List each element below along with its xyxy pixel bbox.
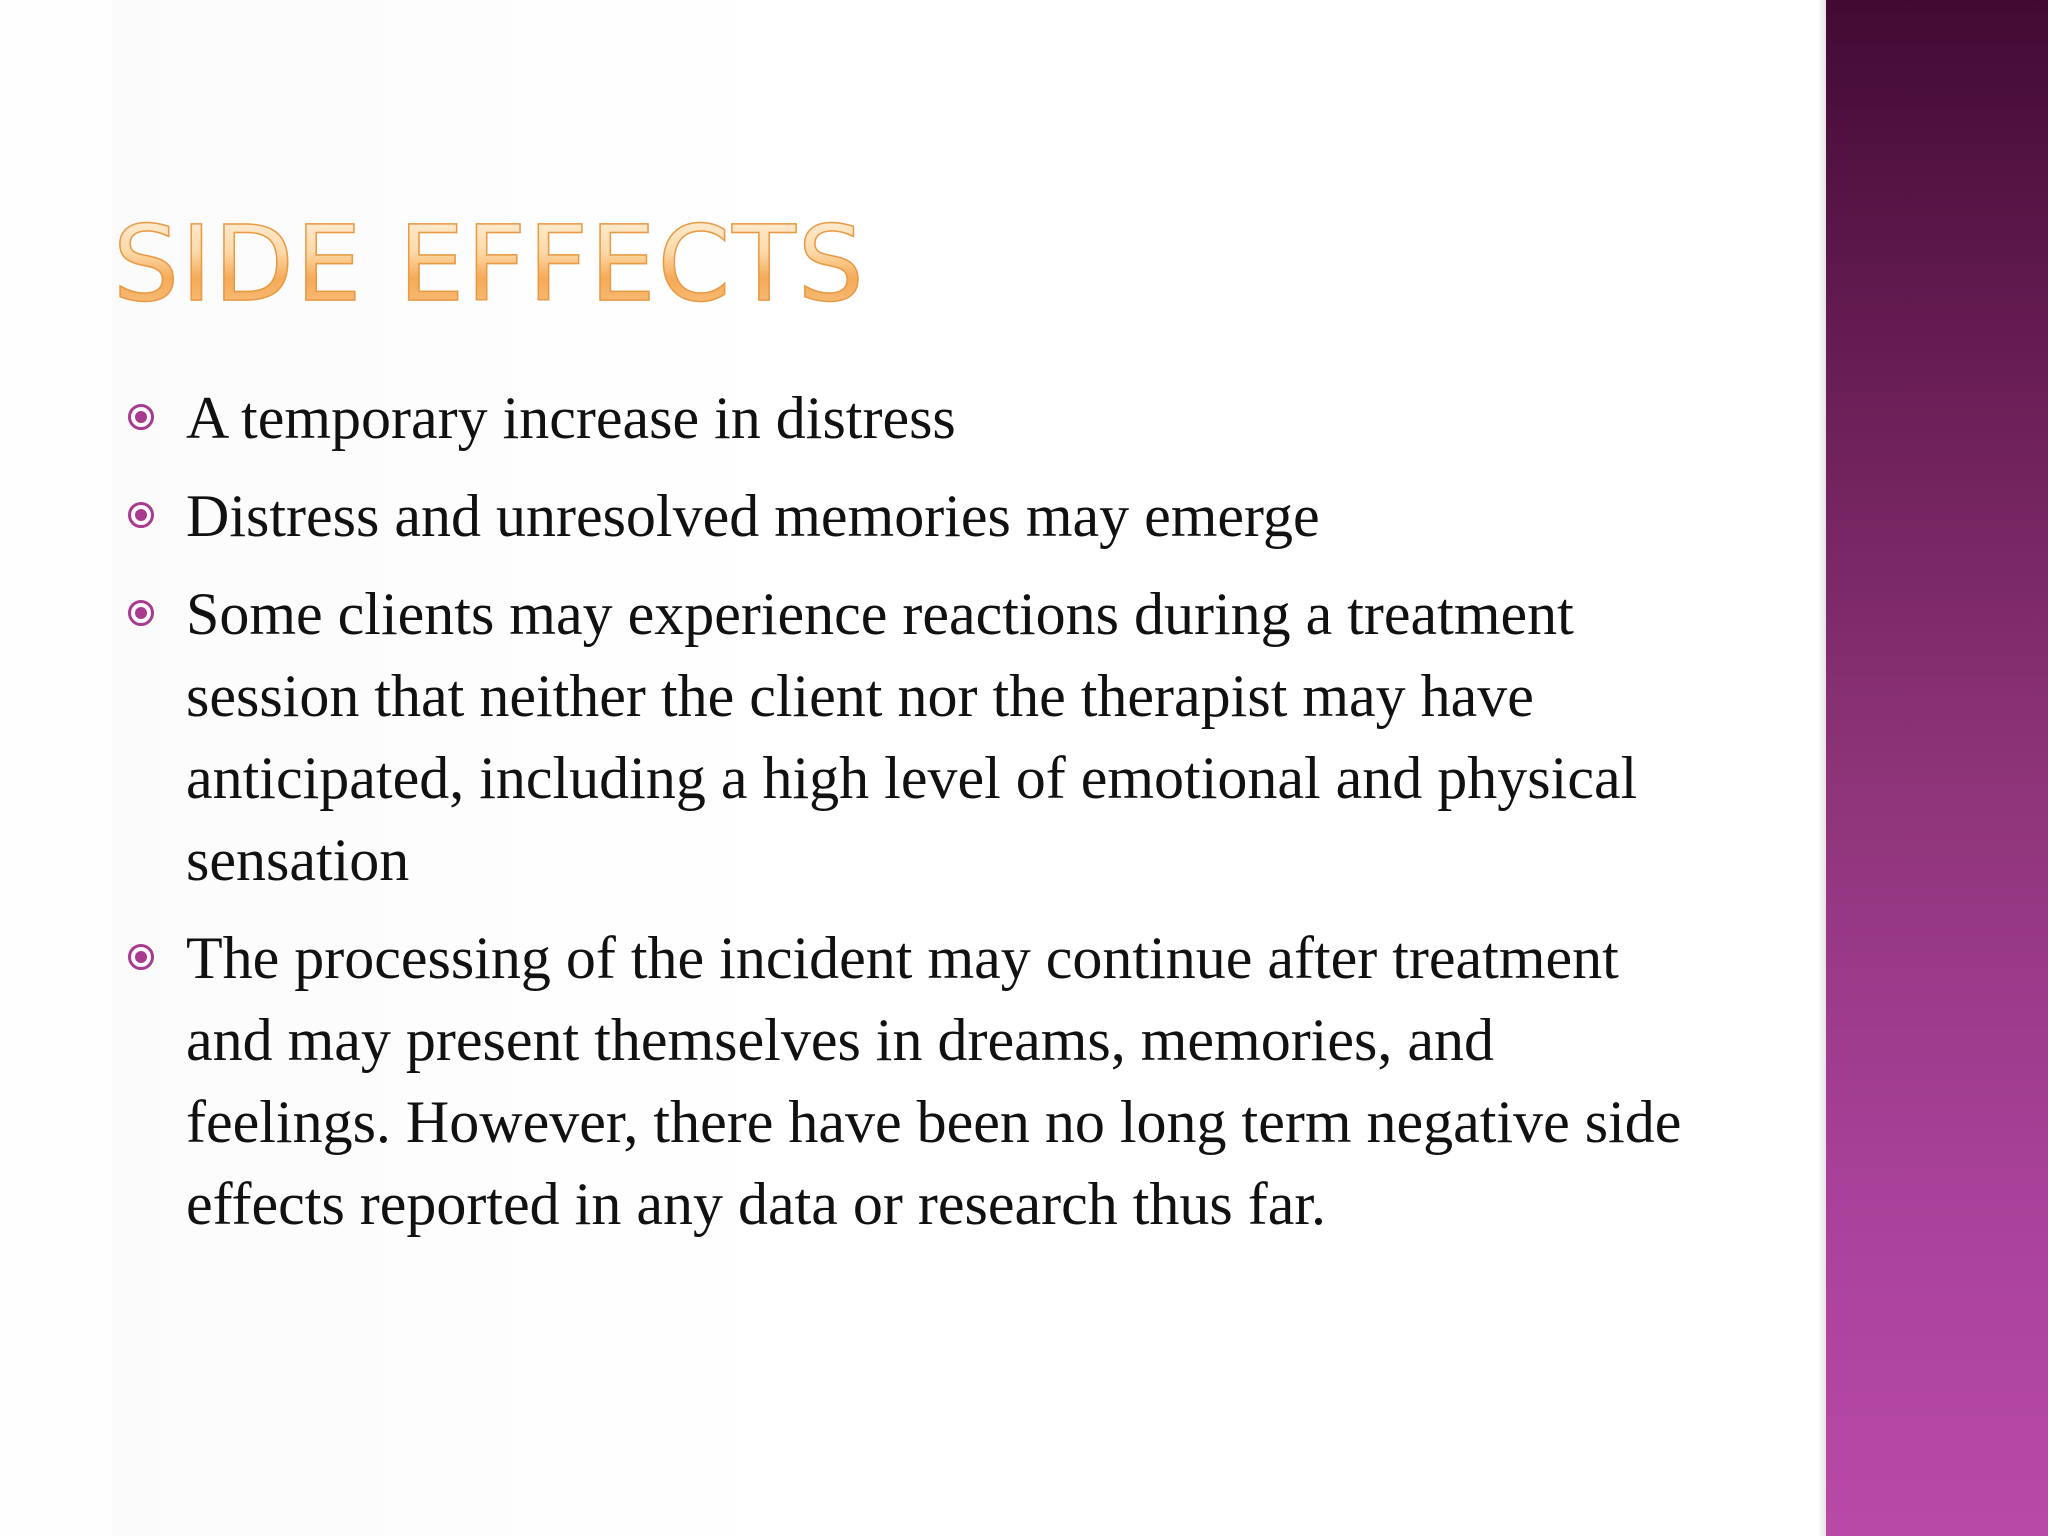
circled-dot-icon [127, 943, 155, 971]
circled-dot-icon [127, 599, 155, 627]
bullet-text: A temporary increase in distress [186, 385, 956, 451]
bullet-item-3 [126, 573, 1686, 901]
sidebar-shadow [1818, 0, 1826, 1536]
bullet-item-2 [126, 475, 1686, 557]
slide-title: SIDE EFFECTS [113, 203, 866, 325]
bullet-text: Some clients may experience reactions during a treatment session that neither the client nor the therapist may have anticipated, including a high level of emotional and physical sensation [186, 581, 1638, 893]
bullet-item-1 [126, 377, 1686, 459]
bullet-item-4 [126, 917, 1686, 1245]
circled-dot-icon [127, 403, 155, 431]
bullet-text: Distress and unresolved memories may emerge [186, 483, 1320, 549]
bullet-list [126, 377, 1686, 1261]
bullet-text: The processing of the incident may continue after treatment and may present themselves in dreams, memories, and feelings. However, there have been no long term negative side effects reported in any data or research thus far. [186, 925, 1682, 1237]
decorative-sidebar [1826, 0, 2048, 1536]
circled-dot-icon [127, 501, 155, 529]
